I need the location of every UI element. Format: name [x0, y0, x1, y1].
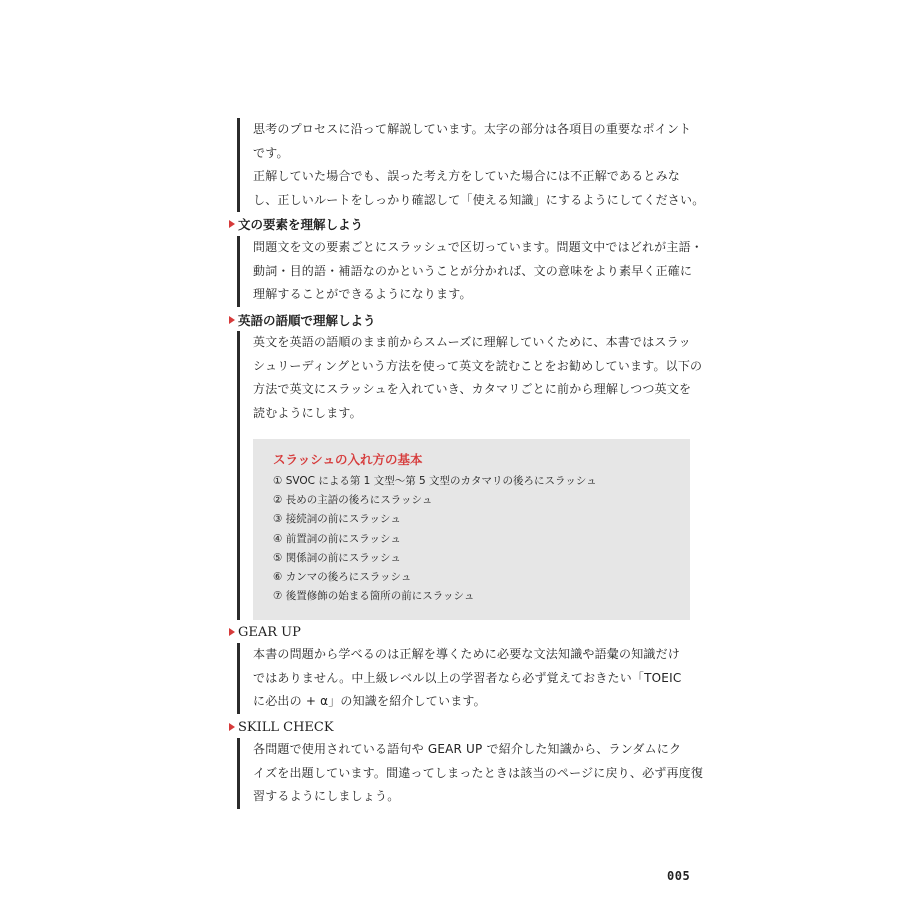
section-body-sentence-elements	[237, 236, 703, 307]
section-title: 文の要素を理解しよう	[238, 217, 364, 232]
slash-rule-item: ③ 接続詞の前にスラッシュ	[273, 513, 401, 526]
intro-line: 思考のプロセスに沿って解説しています。太字の部分は各項目の重要なポイント	[253, 122, 692, 136]
slash-rule-item: ② 長めの主語の後ろにスラッシュ	[273, 494, 433, 507]
section-heading-skill-check	[229, 717, 334, 737]
body-line: ではありません。中上級レベル以上の学習者なら必ず覚えておきたい「TOEIC	[253, 670, 682, 685]
section-heading-gear-up	[229, 622, 301, 642]
slash-rule-item: ⑤ 関係詞の前にスラッシュ	[273, 551, 401, 564]
triangle-arrow-icon	[229, 628, 235, 636]
body-line: に必出の + α」の知識を紹介しています。	[253, 694, 486, 708]
section-body-skill-check	[237, 738, 704, 809]
section-title: 英語の語順で理解しよう	[238, 313, 376, 328]
body-line: 方法で英文にスラッシュを入れていき、カタマリごとに前から理解しつつ英文を	[253, 382, 692, 396]
body-line: シュリーディングという方法を使って英文を読むことをお勧めしています。以下の	[253, 358, 703, 373]
body-line: 各問題で使用されている語句や GEAR UP で紹介した知識から、ランダムにク	[253, 742, 682, 756]
section-heading-english-word-order	[229, 310, 376, 330]
triangle-arrow-icon	[229, 316, 235, 324]
intro-line: 正解していた場合でも、誤った考え方をしていた場合には不正解であるとみな	[253, 169, 681, 183]
intro-line: です。	[253, 145, 289, 160]
section-title: SKILL CHECK	[238, 719, 334, 735]
slash-rules-title: スラッシュの入れ方の基本	[273, 452, 423, 467]
body-line: 動詞・目的語・補語なのかということが分かれば、文の意味をより素早く正確に	[253, 263, 693, 278]
slash-rule-item: ④ 前置詞の前にスラッシュ	[273, 532, 401, 545]
slash-rule-item: ⑥ カンマの後ろにスラッシュ	[273, 571, 412, 584]
slash-rules-box	[253, 439, 690, 620]
intro-line: し、正しいルートをしっかり確認して「使える知識」にするようにしてください。	[253, 192, 705, 207]
section-body-english-word-order	[237, 331, 703, 620]
intro-block	[237, 118, 705, 212]
slash-rule-item: ⑦ 後置修飾の始まる箇所の前にスラッシュ	[273, 590, 475, 603]
body-line: 習するようにしましょう。	[253, 789, 400, 803]
section-title: GEAR UP	[238, 624, 301, 640]
body-line: 問題文を文の要素ごとにスラッシュで区切っています。問題文中ではどれが主語・	[253, 240, 703, 254]
triangle-arrow-icon	[229, 723, 235, 731]
triangle-arrow-icon	[229, 220, 235, 228]
body-line: 読むようにします。	[253, 405, 362, 420]
section-body-gear-up	[237, 643, 692, 714]
body-line: 理解することができるようになります。	[253, 287, 472, 301]
body-line: 本書の問題から学べるのは正解を導くために必要な文法知識や語彙の知識だけ	[253, 647, 681, 661]
page-number: 005	[667, 869, 691, 883]
slash-rule-item: ① SVOC による第 1 文型～第 5 文型のカタマリの後ろにスラッシュ	[273, 475, 597, 487]
body-line: イズを出題しています。間違ってしまったときは該当のページに戻り、必ず再度復	[253, 765, 704, 780]
body-line: 英文を英語の語順のまま前からスムーズに理解していくために、本書ではスラッ	[253, 335, 691, 349]
section-heading-sentence-elements	[229, 214, 363, 234]
slash-rules-list	[273, 472, 676, 606]
